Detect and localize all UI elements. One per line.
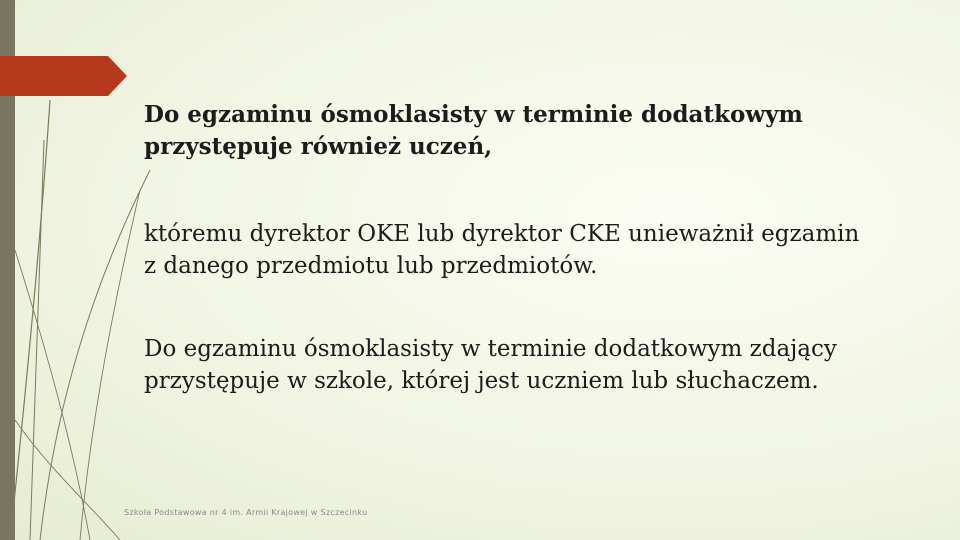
heading-line-1: Do egzaminu ósmoklasisty w terminie dodatkowym [144,101,803,128]
paragraph-1 [144,218,934,282]
paragraph-2-line-1: Do egzaminu ósmoklasisty w terminie dodatkowym zdający [144,336,837,362]
decor-curve-1 [10,100,50,540]
paragraph-1-line-1: któremu dyrektor OKE lub dyrektor CKE unieważnił egzamin [144,221,860,247]
heading-line-2: przystępuje również uczeń, [144,133,493,160]
paragraph-2-line-2: przystępuje w szkole, której jest uczniem lub słuchaczem. [144,368,819,394]
heading-text [144,99,934,163]
decor-curve-4 [80,190,140,540]
decor-curve-3 [40,170,150,540]
decor-curve-5 [15,250,90,540]
paragraph-1-line-2: z danego przedmiotu lub przedmiotów. [144,253,598,279]
paragraph-2 [144,333,934,397]
accent-arrow-shape [0,56,127,96]
footer-school-name: Szkoła Podstawowa nr 4 im. Armii Krajowej w Szczecinku [124,508,368,517]
